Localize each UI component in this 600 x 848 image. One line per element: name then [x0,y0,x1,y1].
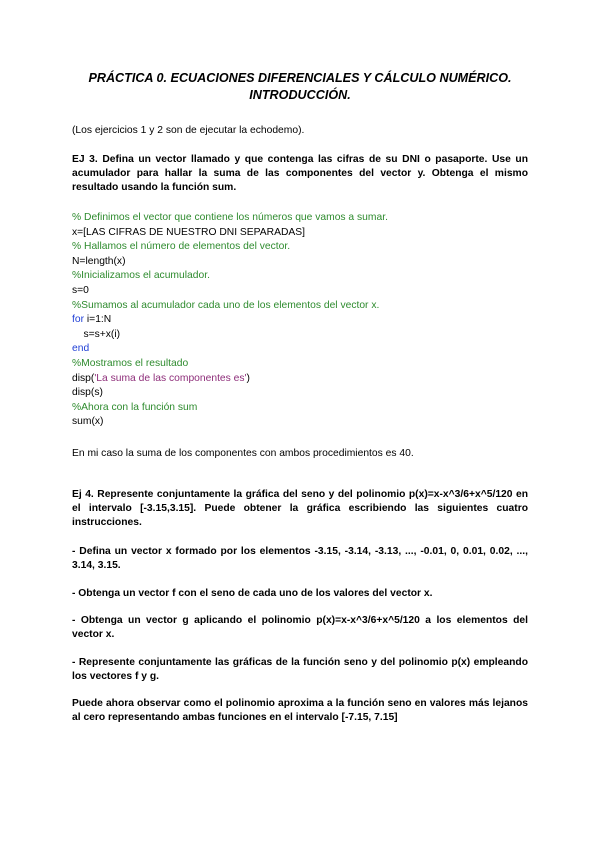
title-line-2: INTRODUCCIÓN. [249,88,351,102]
code-line-for [72,313,528,328]
code-line: N=length(x) [72,255,126,267]
code-comment: %Mostramos el resultado [72,357,189,369]
ej4-item-1: - Defina un vector x formado por los elementos -3.15, -3.14, -3.13, ..., -0.01, 0, 0.01, 0.02, ..., 3.14, 3.15. [72,546,528,571]
keyword-end: end [72,343,90,355]
code-comment: %Ahora con la función sum [72,401,198,413]
page-title [0,70,600,104]
code-text: i=1:N [84,314,112,326]
ej4-closing: Puede ahora observar como el polinomio aproxima a la función seno en valores más lejanos al cero representando ambas funciones en el intervalo [-7.15, 7.15] [72,698,528,723]
code-comment: %Sumamos al acumulador cada uno de los elementos del vector x. [72,299,380,311]
ej4-statement: Ej 4. Represente conjuntamente la gráfica del seno y del polinomio p(x)=x-x^3/6+x^5/120 en el intervalo [-3.15,3.15]. Puede obtener la gráfica escribiendo las siguientes cuatro instrucciones. [72,489,528,528]
code-comment: % Hallamos el número de elementos del vector. [72,241,291,253]
code-line: disp(s) [72,387,103,399]
ej4-item-2: - Obtenga un vector f con el seno de cada uno de los valores del vector x. [72,588,433,599]
ej4-item-4: - Represente conjuntamente las gráficas de la función seno y del polinomio p(x) empleando los vectores f y g. [72,657,528,682]
code-block [72,211,528,430]
code-line: sum(x) [72,416,104,428]
title-line-1: PRÁCTICA 0. ECUACIONES DIFERENCIALES Y CÁLCULO NUMÉRICO. [88,71,512,85]
code-line: x=[LAS CIFRAS DE NUESTRO DNI SEPARADAS] [72,226,305,238]
code-text: ) [246,372,250,384]
code-string: 'La suma de las componentes es' [94,372,247,384]
code-line-disp [72,372,528,387]
code-comment: %Inicializamos el acumulador. [72,270,210,282]
keyword-for: for [72,314,85,326]
note-paragraph: (Los ejercicios 1 y 2 son de ejecutar la echodemo). [72,125,305,136]
ej4-item-3: - Obtenga un vector g aplicando el polinomio p(x)=x-x^3/6+x^5/120 a los elementos del vector x. [72,615,528,640]
ej3-result: En mi caso la suma de los componentes con ambos procedimientos es 40. [72,448,414,459]
ej3-statement: EJ 3. Defina un vector llamado y que contenga las cifras de su DNI o pasaporte. Use un acumulador para hallar la suma de las componentes del vector y. Obtenga el mismo resultado usando la función sum. [72,154,528,193]
code-line: s=s+x(i) [72,328,121,340]
code-text: disp( [72,372,95,384]
code-comment: % Definimos el vector que contiene los números que vamos a sumar. [72,212,388,223]
code-line: s=0 [72,284,89,296]
